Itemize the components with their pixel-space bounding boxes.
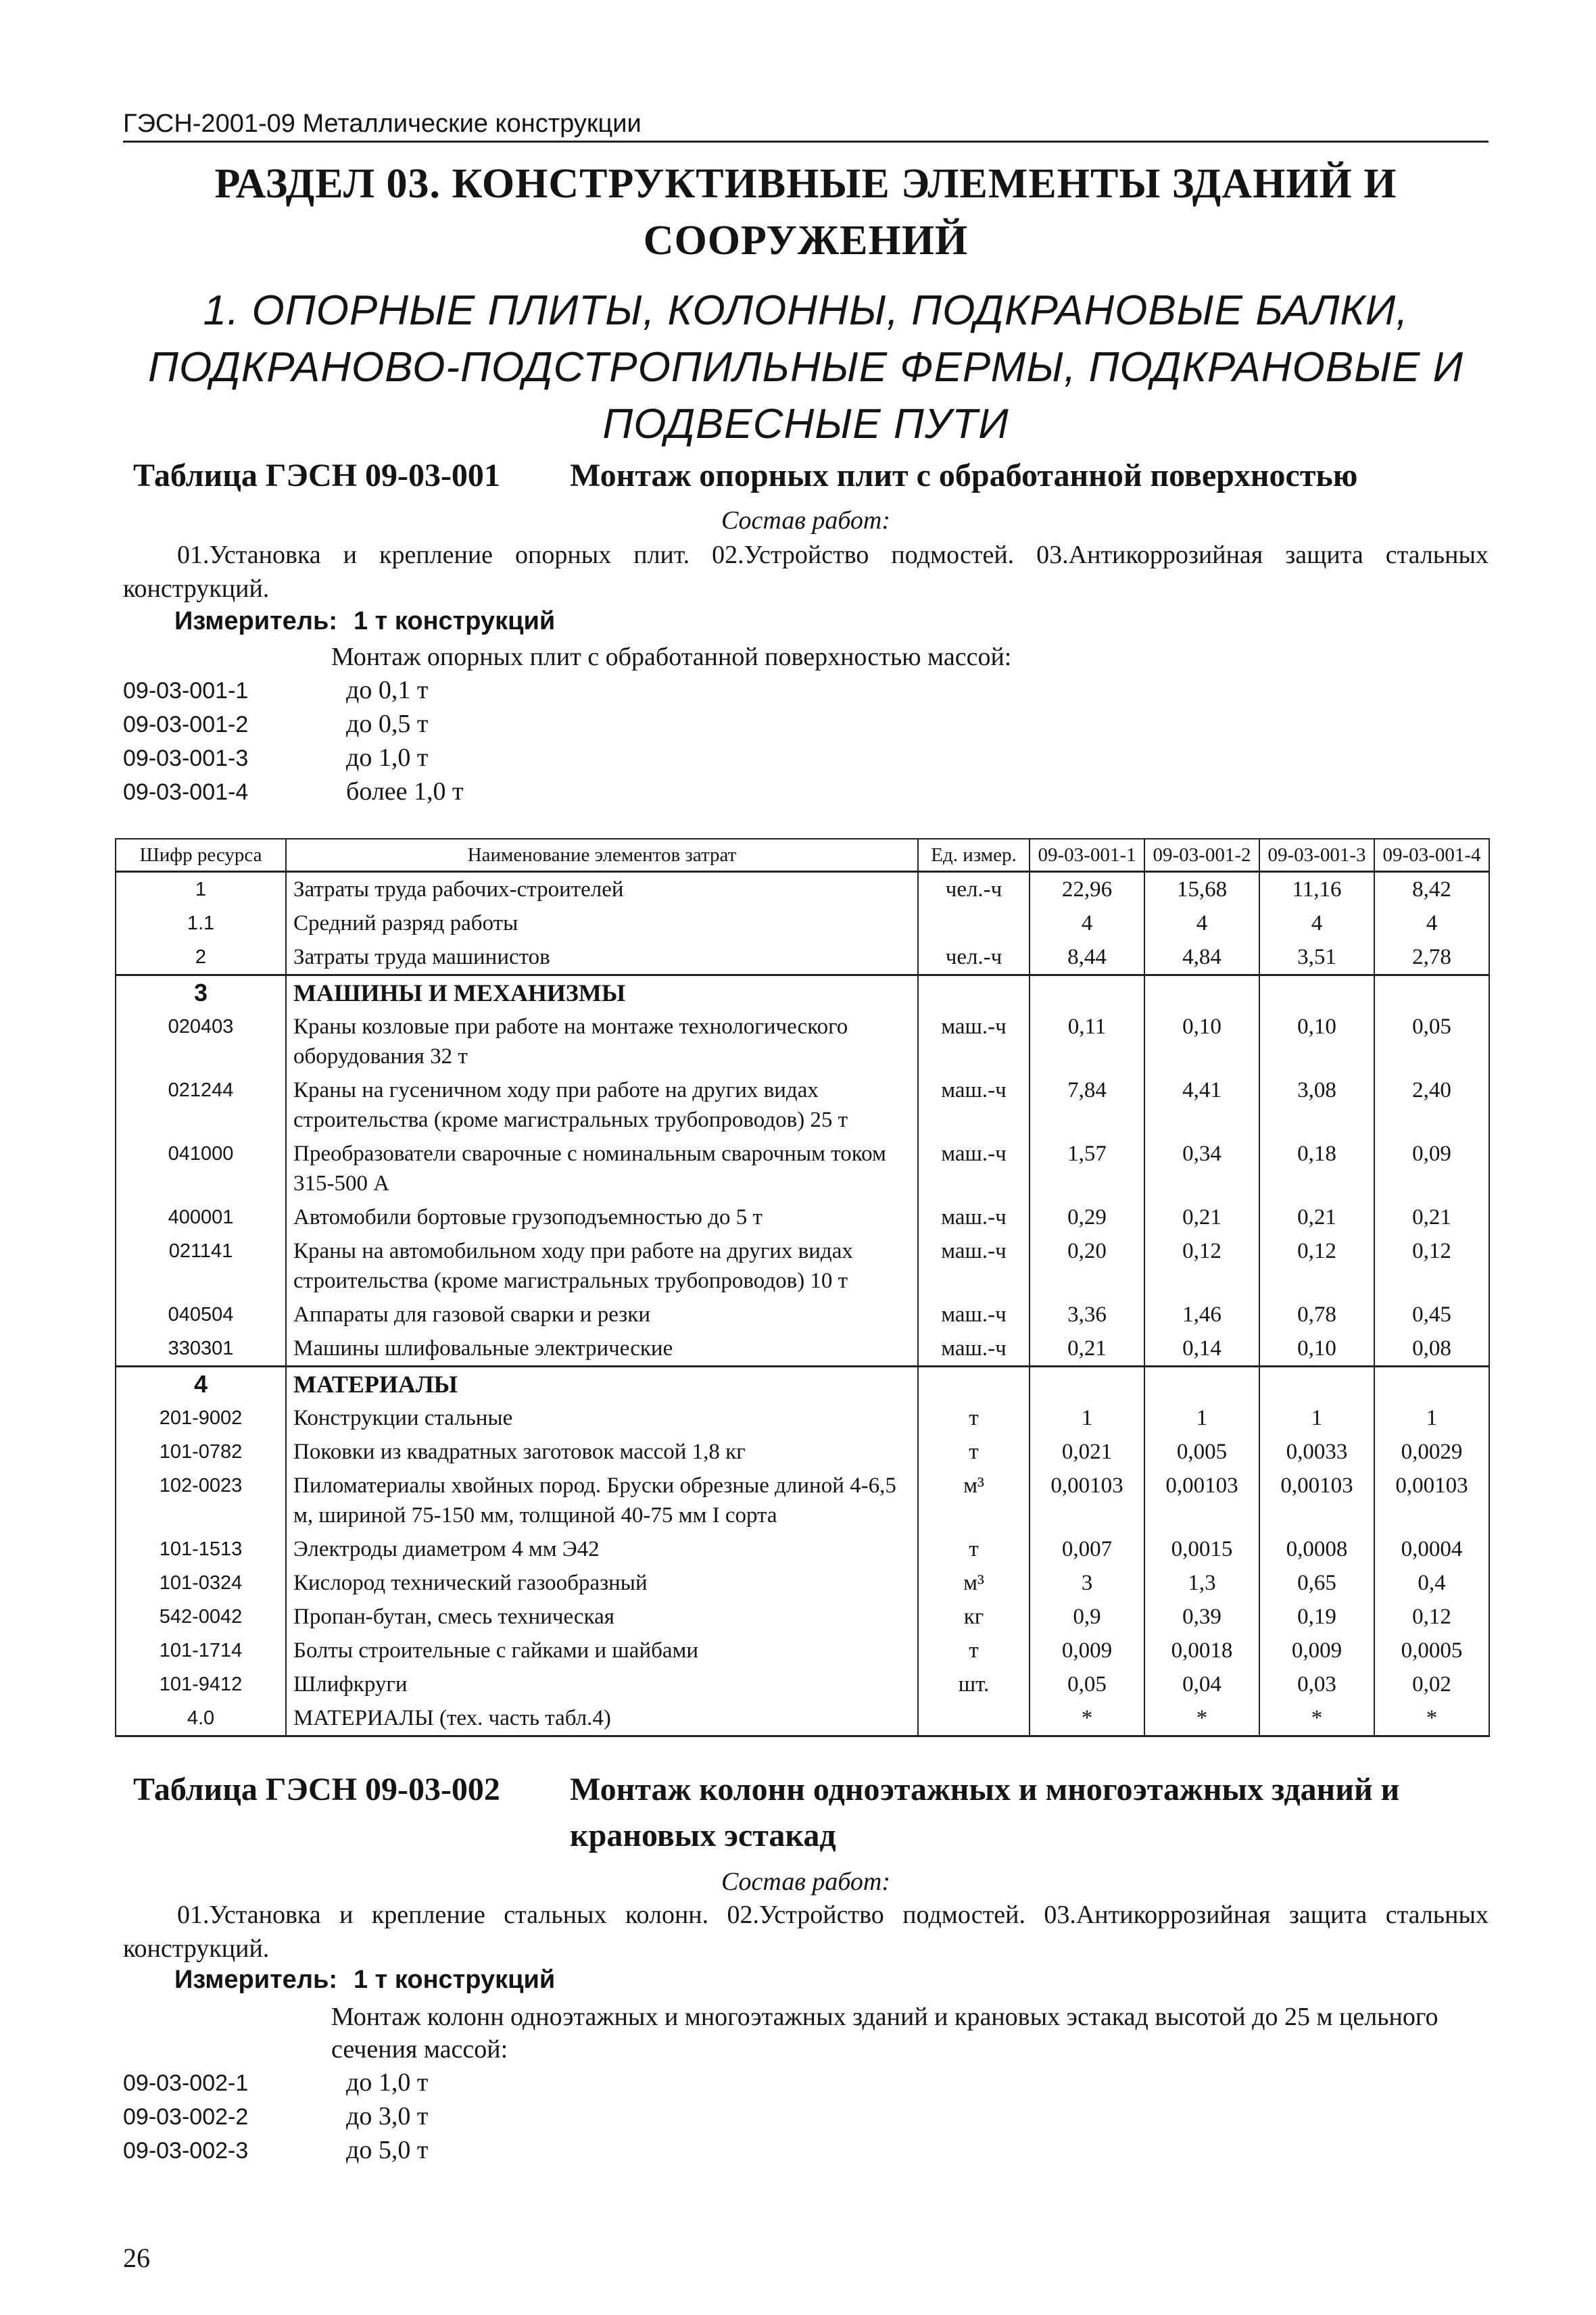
resource-code: 020403: [116, 1010, 286, 1073]
resource-name: Пиломатериалы хвойных пород. Бруски обрезные длиной 4-6,5 м, шириной 75-150 мм, толщиной 40-75 мм I сорта: [286, 1469, 918, 1532]
table-row: [116, 1200, 1489, 1234]
resource-value: 0,009: [1259, 1634, 1374, 1667]
resource-value: 0,0033: [1259, 1435, 1374, 1469]
table2-meter-value: 1 т конструкций: [353, 1966, 556, 1994]
resource-value: 0,0018: [1144, 1634, 1259, 1667]
resource-value: [1030, 975, 1144, 1010]
resource-value: [1030, 1367, 1144, 1402]
resource-value: 0,05: [1374, 1010, 1489, 1073]
resource-value: 0,11: [1030, 1010, 1144, 1073]
resource-value: 0,08: [1374, 1332, 1489, 1367]
table2-work-text: 01.Установка и крепление стальных колонн. 02.Устройство подмостей. 03.Антикоррозийная защита стальных конструкций.: [123, 1901, 1489, 1963]
header-rule: [123, 141, 1489, 143]
resource-value: 0,00103: [1030, 1469, 1144, 1532]
resource-unit: чел.-ч: [918, 872, 1030, 907]
resource-value: 1,3: [1144, 1566, 1259, 1600]
table2-code-row: [123, 2066, 428, 2100]
resource-name: Болты строительные с гайками и шайбами: [286, 1634, 918, 1667]
resource-value: 0,12: [1259, 1234, 1374, 1298]
resource-value: 0,10: [1144, 1010, 1259, 1073]
norm-code: 09-03-001-3: [123, 746, 249, 771]
page-number: 26: [123, 2243, 150, 2273]
resource-name: Электроды диаметром 4 мм Э42: [286, 1532, 918, 1566]
resource-code: 542-0042: [116, 1600, 286, 1634]
resource-value: 15,68: [1144, 872, 1259, 907]
resource-value: 2,78: [1374, 940, 1489, 975]
table-row: [116, 1532, 1489, 1566]
resource-value: 0,0015: [1144, 1532, 1259, 1566]
resource-value: 0,0008: [1259, 1532, 1374, 1566]
table2-meter: [174, 1966, 555, 1995]
table-row: [116, 906, 1489, 940]
norm-code: 09-03-002-2: [123, 2104, 249, 2130]
resource-unit: т: [918, 1634, 1030, 1667]
table1-title: Монтаж опорных плит с обработанной поверхностью: [570, 458, 1358, 493]
resource-code: 021141: [116, 1234, 286, 1298]
resource-value: 7,84: [1030, 1073, 1144, 1137]
resource-value: [1374, 975, 1489, 1010]
resource-value: 0,14: [1144, 1332, 1259, 1367]
resource-value: 4,41: [1144, 1073, 1259, 1137]
resource-value: 0,00103: [1374, 1469, 1489, 1532]
resource-value: 0,21: [1259, 1200, 1374, 1234]
resource-name: Преобразователи сварочные с номинальным сварочным током 315-500 А: [286, 1137, 918, 1200]
resource-name: Затраты труда рабочих-строителей: [286, 872, 918, 907]
resource-name: Машины шлифовальные электрические: [286, 1332, 918, 1367]
subsection-title: 1. ОПОРНЫЕ ПЛИТЫ, КОЛОННЫ, ПОДКРАНОВЫЕ БАЛКИ, ПОДКРАНОВО-ПОДСТРОПИЛЬНЫЕ ФЕРМЫ, ПОДКРАНОВЫЕ И ПОДВЕСНЫЕ ПУТИ: [148, 287, 1464, 447]
norm-description: до 3,0 т: [346, 2102, 429, 2130]
resource-value: *: [1030, 1701, 1144, 1736]
resource-value: 0,34: [1144, 1137, 1259, 1200]
table2-intro: Монтаж колонн одноэтажных и многоэтажных зданий и крановых эстакад высотой до 25 м цельного сечения массой:: [331, 2003, 1438, 2064]
table-row: [116, 1469, 1489, 1532]
norm-code: 09-03-002-3: [123, 2138, 249, 2164]
resource-value: 3,08: [1259, 1073, 1374, 1137]
resource-name: Краны на гусеничном ходу при работе на других видах строительства (кроме магистральных трубопроводов) 25 т: [286, 1073, 918, 1137]
resource-value: 0,21: [1144, 1200, 1259, 1234]
resource-value: 0,39: [1144, 1600, 1259, 1634]
resource-value: 0,12: [1374, 1600, 1489, 1634]
resource-code: 101-0324: [116, 1566, 286, 1600]
resource-value: 22,96: [1030, 872, 1144, 907]
resource-value: 1,57: [1030, 1137, 1144, 1200]
resource-name: МАТЕРИАЛЫ: [286, 1367, 918, 1402]
resource-value: 0,05: [1030, 1667, 1144, 1701]
resource-unit: кг: [918, 1600, 1030, 1634]
table1-work-text: 01.Установка и крепление опорных плит. 02.Устройство подмостей. 03.Антикоррозийная защита стальных конструкций.: [123, 541, 1489, 603]
resource-value: 1: [1259, 1401, 1374, 1435]
resource-table-body: [116, 872, 1489, 1736]
table2-code-row: [123, 2099, 428, 2134]
resource-value: 0,12: [1374, 1234, 1489, 1298]
resource-value: 0,45: [1374, 1298, 1489, 1332]
resource-value: 11,16: [1259, 872, 1374, 907]
resource-table: [115, 838, 1490, 1737]
table2-meter-label: Измеритель:: [174, 1966, 337, 1994]
resource-value: 0,04: [1144, 1667, 1259, 1701]
table1-code-row: [123, 673, 428, 708]
resource-name: Затраты труда машинистов: [286, 940, 918, 975]
norm-description: до 1,0 т: [346, 744, 429, 772]
resource-code: 4: [116, 1367, 286, 1402]
resource-name: Средний разряд работы: [286, 906, 918, 940]
resource-unit: маш.-ч: [918, 1200, 1030, 1234]
resource-name: Пропан-бутан, смесь техническая: [286, 1600, 918, 1634]
resource-value: 2,40: [1374, 1073, 1489, 1137]
table1-composition-label: Состав работ:: [721, 506, 891, 535]
resource-value: 4: [1144, 906, 1259, 940]
table-row: [116, 872, 1489, 907]
resource-name: Поковки из квадратных заготовок массой 1,8 кг: [286, 1435, 918, 1469]
table-row: [116, 1298, 1489, 1332]
resource-value: 0,009: [1030, 1634, 1144, 1667]
table1-label: Таблица ГЭСН 09-03-001: [133, 458, 500, 493]
resource-code: 1: [116, 872, 286, 907]
norm-description: до 0,1 т: [346, 676, 429, 704]
table-row: [116, 1634, 1489, 1667]
resource-value: 3,36: [1030, 1298, 1144, 1332]
resource-value: 0,21: [1374, 1200, 1489, 1234]
resource-value: 0,20: [1030, 1234, 1144, 1298]
table1-intro: Монтаж опорных плит с обработанной поверхностью массой:: [331, 643, 1012, 671]
resource-name: Конструкции стальные: [286, 1401, 918, 1435]
resource-value: 0,02: [1374, 1667, 1489, 1701]
resource-value: [1259, 1367, 1374, 1402]
table2-label: Таблица ГЭСН 09-03-002: [133, 1772, 500, 1807]
resource-value: 0,0005: [1374, 1634, 1489, 1667]
resource-value: 0,4: [1374, 1566, 1489, 1600]
resource-value: 1,46: [1144, 1298, 1259, 1332]
resource-code: 101-0782: [116, 1435, 286, 1469]
resource-name: Кислород технический газообразный: [286, 1566, 918, 1600]
running-header: ГЭСН-2001-09 Металлические конструкции: [123, 109, 642, 138]
resource-code: 101-1714: [116, 1634, 286, 1667]
resource-unit: маш.-ч: [918, 1010, 1030, 1073]
header-col-2: 09-03-001-2: [1144, 839, 1259, 872]
resource-value: 1: [1144, 1401, 1259, 1435]
norm-description: до 1,0 т: [346, 2068, 429, 2097]
resource-unit: [918, 1701, 1030, 1736]
resource-unit: [918, 1367, 1030, 1402]
resource-code: 2: [116, 940, 286, 975]
resource-unit: маш.-ч: [918, 1298, 1030, 1332]
resource-unit: маш.-ч: [918, 1332, 1030, 1367]
resource-name: Автомобили бортовые грузоподъемностью до 5 т: [286, 1200, 918, 1234]
resource-value: 1: [1030, 1401, 1144, 1435]
resource-value: [1144, 1367, 1259, 1402]
resource-name: Шлифкруги: [286, 1667, 918, 1701]
table1-meter-value: 1 т конструкций: [353, 607, 556, 635]
table-row: [116, 1401, 1489, 1435]
resource-value: 0,29: [1030, 1200, 1144, 1234]
resource-unit: т: [918, 1532, 1030, 1566]
table2-title: Монтаж колонн одноэтажных и многоэтажных зданий и крановых эстакад: [570, 1772, 1400, 1853]
resource-value: 0,00103: [1259, 1469, 1374, 1532]
resource-value: *: [1144, 1701, 1259, 1736]
table-row: [116, 1435, 1489, 1469]
resource-value: [1374, 1367, 1489, 1402]
table1-code-row: [123, 707, 428, 741]
resource-value: 4: [1259, 906, 1374, 940]
resource-unit: м³: [918, 1566, 1030, 1600]
table-row: [116, 1073, 1489, 1137]
resource-value: 0,12: [1144, 1234, 1259, 1298]
table1-meter: [174, 607, 555, 636]
resource-value: 4,84: [1144, 940, 1259, 975]
resource-value: 0,21: [1030, 1332, 1144, 1367]
resource-value: 4: [1374, 906, 1489, 940]
resource-value: 1: [1374, 1401, 1489, 1435]
resource-code: 021244: [116, 1073, 286, 1137]
table-row: [116, 1566, 1489, 1600]
resource-unit: чел.-ч: [918, 940, 1030, 975]
table2-code-row: [123, 2133, 428, 2168]
resource-code: 101-1513: [116, 1532, 286, 1566]
resource-code: 041000: [116, 1137, 286, 1200]
resource-code: 201-9002: [116, 1401, 286, 1435]
section-title: РАЗДЕЛ 03. КОНСТРУКТИВНЫЕ ЭЛЕМЕНТЫ ЗДАНИЙ И СООРУЖЕНИЙ: [214, 161, 1397, 264]
table-row: [116, 1010, 1489, 1073]
resource-code: 101-9412: [116, 1667, 286, 1701]
table-row: [116, 1137, 1489, 1200]
resource-unit: [918, 975, 1030, 1010]
header-code: Шифр ресурса: [116, 839, 286, 872]
resource-name: Аппараты для газовой сварки и резки: [286, 1298, 918, 1332]
resource-name: Краны на автомобильном ходу при работе на других видах строительства (кроме магистральных трубопроводов) 10 т: [286, 1234, 918, 1298]
header-name: Наименование элементов затрат: [286, 839, 918, 872]
norm-description: более 1,0 т: [346, 777, 464, 806]
resource-code: 1.1: [116, 906, 286, 940]
resource-value: [1259, 975, 1374, 1010]
resource-code: 102-0023: [116, 1469, 286, 1532]
resource-code: 3: [116, 975, 286, 1010]
header-col-3: 09-03-001-3: [1259, 839, 1374, 872]
norm-code: 09-03-001-2: [123, 712, 249, 737]
table1-code-row: [123, 775, 464, 809]
resource-unit: м³: [918, 1469, 1030, 1532]
resource-unit: [918, 906, 1030, 940]
resource-value: 0,0029: [1374, 1435, 1489, 1469]
resource-value: 0,10: [1259, 1010, 1374, 1073]
resource-value: 4: [1030, 906, 1144, 940]
table1-code-row: [123, 741, 428, 775]
resource-value: 0,78: [1259, 1298, 1374, 1332]
resource-unit: т: [918, 1401, 1030, 1435]
table-row: [116, 1332, 1489, 1367]
resource-code: 330301: [116, 1332, 286, 1367]
table2-composition-label: Состав работ:: [721, 1868, 891, 1896]
resource-value: 0,19: [1259, 1600, 1374, 1634]
resource-unit: маш.-ч: [918, 1073, 1030, 1137]
norm-description: до 5,0 т: [346, 2136, 429, 2164]
resource-value: [1144, 975, 1259, 1010]
resource-name: МАТЕРИАЛЫ (тех. часть табл.4): [286, 1701, 918, 1736]
resource-value: 0,00103: [1144, 1469, 1259, 1532]
resource-value: 0,18: [1259, 1137, 1374, 1200]
header-unit: Ед. измер.: [918, 839, 1030, 872]
header-col-4: 09-03-001-4: [1374, 839, 1489, 872]
resource-code: 400001: [116, 1200, 286, 1234]
table-row: [116, 1234, 1489, 1298]
resource-unit: т: [918, 1435, 1030, 1469]
header-col-1: 09-03-001-1: [1030, 839, 1144, 872]
resource-value: 0,09: [1374, 1137, 1489, 1200]
table-row: [116, 1701, 1489, 1736]
resource-value: 0,021: [1030, 1435, 1144, 1469]
resource-code: 040504: [116, 1298, 286, 1332]
table-row: [116, 1367, 1489, 1402]
resource-code: 4.0: [116, 1701, 286, 1736]
resource-value: 0,03: [1259, 1667, 1374, 1701]
table-row: [116, 1600, 1489, 1634]
resource-unit: шт.: [918, 1667, 1030, 1701]
resource-value: *: [1374, 1701, 1489, 1736]
resource-value: *: [1259, 1701, 1374, 1736]
resource-value: 0,0004: [1374, 1532, 1489, 1566]
norm-code: 09-03-001-1: [123, 678, 249, 704]
resource-value: 3: [1030, 1566, 1144, 1600]
resource-value: 0,007: [1030, 1532, 1144, 1566]
resource-value: 3,51: [1259, 940, 1374, 975]
resource-value: 0,10: [1259, 1332, 1374, 1367]
norm-description: до 0,5 т: [346, 710, 429, 738]
resource-name: Краны козловые при работе на монтаже технологического оборудования 32 т: [286, 1010, 918, 1073]
resource-value: 8,42: [1374, 872, 1489, 907]
resource-value: 0,65: [1259, 1566, 1374, 1600]
table-row: [116, 940, 1489, 975]
table-header-row: [116, 839, 1489, 872]
norm-code: 09-03-002-1: [123, 2070, 249, 2096]
resource-value: 0,9: [1030, 1600, 1144, 1634]
resource-name: МАШИНЫ И МЕХАНИЗМЫ: [286, 975, 918, 1010]
table-row: [116, 975, 1489, 1010]
resource-unit: маш.-ч: [918, 1234, 1030, 1298]
table-row: [116, 1667, 1489, 1701]
resource-value: 8,44: [1030, 940, 1144, 975]
norm-code: 09-03-001-4: [123, 779, 249, 805]
resource-value: 0,005: [1144, 1435, 1259, 1469]
resource-unit: маш.-ч: [918, 1137, 1030, 1200]
table1-meter-label: Измеритель:: [174, 607, 337, 635]
